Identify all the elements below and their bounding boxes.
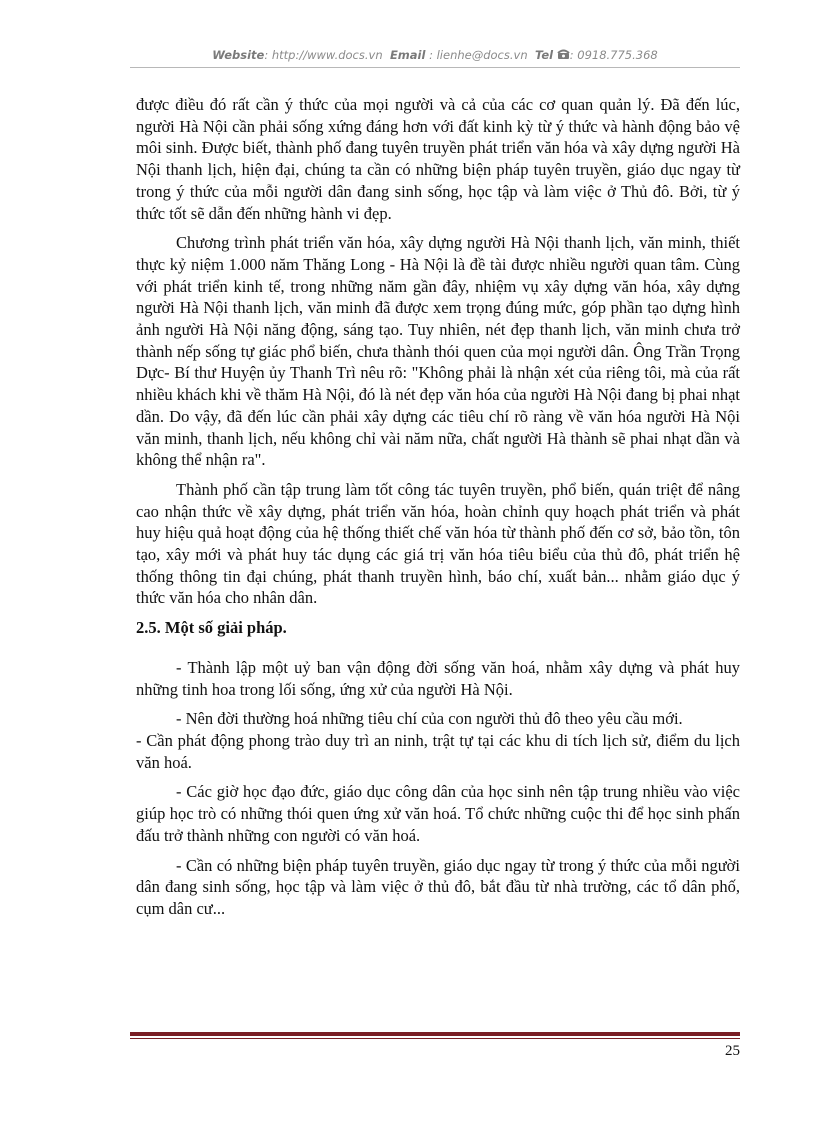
paragraph-2: Chương trình phát triển văn hóa, xây dựng người Hà Nội thanh lịch, văn minh, thiết thực kỷ niệm 1.000 năm Thăng Long - Hà Nội là đề tài được nhiều người quan tâm. Cùng với phát triển kinh tế, trong những năm gần đây, nhiệm vụ xây dựng văn hóa, xây dựng người Hà Nội thanh lịch, văn minh đã được xem trọng đúng mức, góp phần tạo dựng hình ảnh người Hà Nội năng động, sáng tạo. Tuy nhiên, nét đẹp thanh lịch, văn minh chưa trở thành nếp sống tự giác phổ biến, chưa thành thói quen của mọi người dân. Ông Trần Trọng Dực- Bí thư Huyện ủy Thanh Trì nêu rõ: "Không phải là nhận xét của riêng tôi, mà của rất nhiều khách khi về thăm Hà Nội, đó là nét đẹp văn hóa của người Hà Nội đang bị phai nhạt dần. Do vậy, đã đến lúc cần phải xây dựng các tiêu chí rõ ràng về văn hóa người Hà Nội văn minh, thanh lịch, nếu không chỉ vài năm nữa, chất người Hà thành sẽ phai nhạt dần và không thể nhận ra". [136,233,740,470]
website-value: : http://www.docs.vn [264,48,383,62]
page-header [130,48,740,62]
page-number: 25 [725,1043,740,1059]
tel-value: : 0918.775.368 [569,48,658,62]
website-label: Website [212,48,265,62]
header-divider [130,67,740,68]
solution-item-1: - Thành lập một uỷ ban vận động đời sống văn hoá, nhằm xây dựng và phát huy những tinh hoa trong lối sống, ứng xử của người Hà Nội. [136,657,740,699]
paragraph-1: được điều đó rất cần ý thức của mọi người và cả của các cơ quan quản lý. Đã đến lúc, người Hà Nội cần phải sống xứng đáng hơn với đất kinh kỳ từ ý thức và hành động bảo vệ môi sinh. Được biết, thành phố đang tuyên truyền phát triển văn hóa và xây dựng người Hà Nội thanh lịch, hiện đại, chúng ta cần có những biện pháp tuyên truyền, giáo dục ngay từ trong ý thức của mỗi người dân đang sinh sống, học tập và làm việc ở Thủ đô. Bởi, từ ý thức tốt sẽ dẫn đến những hành vi đẹp. [136,95,740,223]
section-heading: 2.5. Một số giải pháp. [136,618,287,638]
solution-item-3: - Cần phát động phong trào duy trì an ninh, trật tự tại các khu di tích lịch sử, điểm du lịch văn hoá. [136,730,740,772]
paragraph-3: Thành phố cần tập trung làm tốt công tác tuyên truyền, phổ biến, quán triệt để nâng cao nhận thức về xây dựng, phát triển văn hóa, hoàn chỉnh quy hoạch phát triển và phát huy hiệu quả hoạt động của hệ thống thiết chế văn hóa từ thành phố đến cơ sở, bảo tồn, tôn tạo, xây mới và phát huy tác dụng các giá trị văn hóa tiêu biểu của thủ đô, phát triển hệ thống thông tin đại chúng, phát thanh truyền hình, báo chí, xuất bản... nhằm giáo dục ý thức văn hóa cho nhân dân. [136,479,740,608]
solution-item-2: - Nên đời thường hoá những tiêu chí của con người thủ đô theo yêu cầu mới. [176,709,683,729]
email-label: Email [389,48,426,62]
footer-rule-thin [130,1038,740,1039]
tel-label: Tel [534,48,554,62]
document-body [136,94,740,928]
solution-item-4: - Các giờ học đạo đức, giáo dục công dân của học sinh nên tập trung nhiều vào việc giúp học trò có những thói quen ứng xử văn hoá. Tổ chức những cuộc thi để học sinh phấn đấu trở thành những con người có văn hoá. [136,782,740,845]
solution-item-5: - Cần có những biện pháp tuyên truyền, giáo dục ngay từ trong ý thức của mỗi người dân đang sinh sống, học tập và làm việc ở thủ đô, bắt đầu từ nhà trường, các tổ dân phố, cụm dân cư... [136,855,740,918]
email-value: : lienhe@docs.vn [429,48,528,62]
phone-icon [557,49,570,60]
footer-rule-thick [130,1032,740,1036]
